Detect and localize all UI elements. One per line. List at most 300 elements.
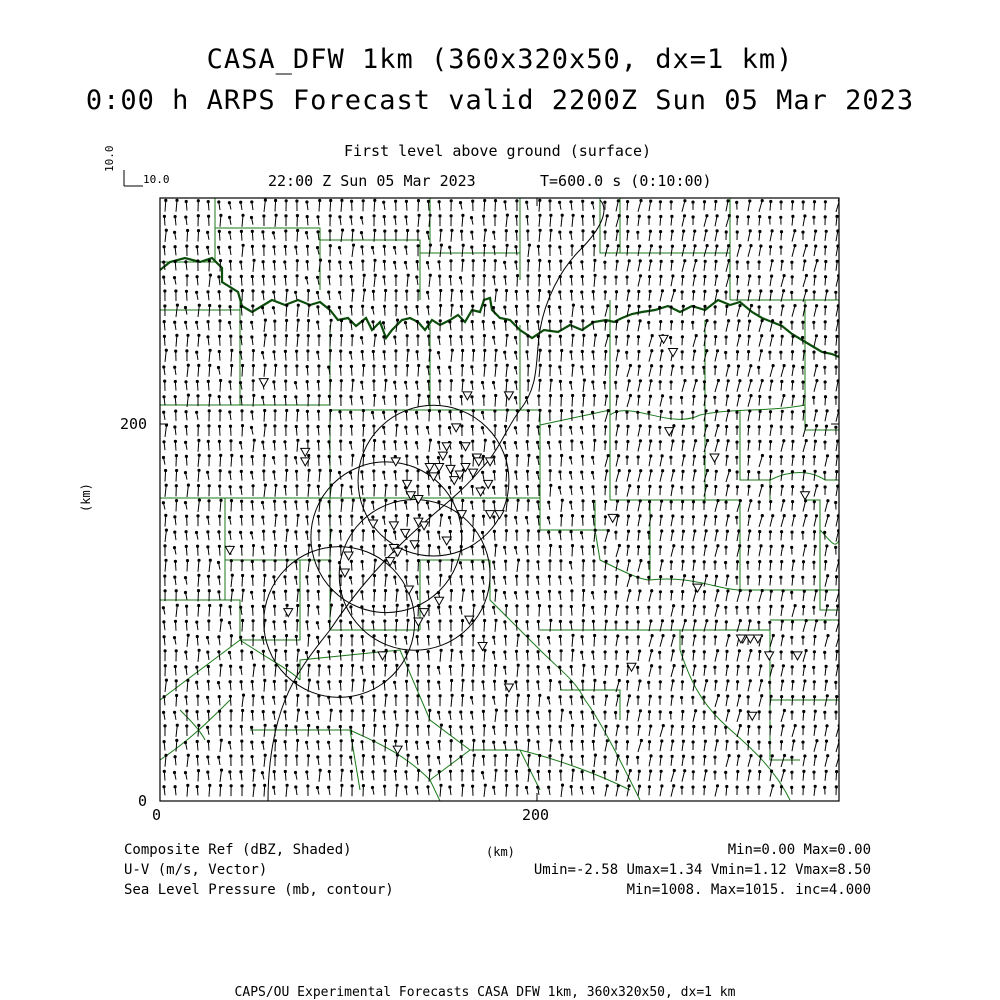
wind-vector-head (396, 724, 398, 726)
wind-vector-head (604, 591, 606, 593)
wind-vector-head (615, 531, 617, 533)
wind-vector-head (351, 335, 353, 337)
wind-vector-head (373, 590, 375, 592)
wind-vector-head (539, 289, 541, 291)
wind-vector-head (607, 410, 609, 412)
wind-vector-head (813, 531, 815, 533)
wind-vector-head (527, 710, 529, 712)
wind-vector-head (569, 457, 571, 459)
wind-vector-head (263, 215, 265, 217)
wind-vector-head (692, 576, 694, 578)
wind-vector (462, 380, 463, 391)
wind-vector-head (230, 755, 232, 757)
wind-vector (374, 591, 375, 602)
wind-vector-head (770, 726, 772, 728)
wind-vector-head (481, 576, 483, 578)
wind-vector-head (284, 395, 286, 397)
wind-vector-head (438, 740, 440, 742)
wind-vector-head (338, 306, 340, 308)
wind-vector-head (219, 410, 221, 412)
wind-vector (198, 305, 199, 317)
wind-vector (759, 381, 762, 392)
wind-vector-head (264, 364, 266, 366)
wind-vector-head (471, 231, 473, 233)
wind-vector-head (761, 200, 763, 202)
wind-vector-head (229, 606, 231, 608)
wind-vector-head (493, 516, 495, 518)
wind-vector-head (605, 695, 607, 697)
wind-vector-head (220, 214, 222, 216)
wind-vector-head (559, 276, 561, 278)
wind-vector-head (626, 621, 628, 623)
wind-vector-head (296, 350, 298, 352)
wind-vector (484, 230, 485, 242)
wind-vector-head (526, 351, 528, 353)
wind-vector-head (549, 245, 551, 247)
wind-vector-head (198, 499, 200, 501)
wind-vector-head (802, 561, 804, 563)
wind-vector-head (264, 754, 266, 756)
wind-vector (594, 725, 595, 737)
wind-vector-head (484, 199, 486, 201)
wind-vector-head (592, 321, 594, 323)
wind-vector-head (417, 545, 419, 547)
wind-vector-head (837, 440, 839, 442)
wind-vector-head (264, 319, 266, 321)
wind-vector-head (783, 709, 785, 711)
wind-vector-head (739, 305, 741, 307)
wind-vector-head (339, 725, 341, 727)
wind-vector-head (792, 215, 794, 217)
wind-vector-head (373, 740, 375, 742)
wind-vector-head (682, 605, 684, 607)
wind-vector-head (438, 366, 440, 368)
wind-vector-head (372, 501, 374, 503)
wind-vector (319, 201, 320, 212)
wind-vector-head (814, 545, 816, 547)
wind-vector-head (350, 365, 352, 367)
wind-vector-head (706, 320, 708, 322)
wind-vector-head (703, 711, 705, 713)
wind-vector-head (537, 576, 539, 578)
wind-vector-head (537, 770, 539, 772)
wind-vector (220, 455, 221, 466)
wind-vector (759, 681, 762, 692)
wind-vector-head (717, 379, 719, 381)
county-line (805, 405, 839, 430)
wind-vector-head (792, 501, 794, 503)
wind-vector-head (714, 756, 716, 758)
wind-vector-head (640, 200, 642, 202)
wind-vector-head (250, 426, 252, 428)
wind-vector (715, 426, 718, 437)
wind-vector-head (616, 605, 618, 607)
wind-vector-head (450, 215, 452, 217)
wind-vector-head (349, 577, 351, 579)
wind-vector (231, 366, 232, 377)
wind-vector-head (505, 290, 507, 292)
wind-vector-head (615, 591, 617, 593)
wind-vector-head (286, 469, 288, 471)
wind-vector-head (629, 485, 631, 487)
wind-vector-head (163, 366, 165, 368)
wind-vector-head (240, 470, 242, 472)
wind-vector (715, 381, 718, 392)
wind-vector-head (660, 410, 662, 412)
wind-vector-head (650, 245, 652, 247)
wind-vector-head (637, 606, 639, 608)
wind-vector (781, 501, 784, 512)
wind-vector-head (537, 545, 539, 547)
wind-vector (781, 666, 783, 677)
wind-vector-head (539, 409, 541, 411)
wind-vector-head (628, 380, 630, 382)
wind-vector-head (207, 680, 209, 682)
wind-vector-head (318, 665, 320, 667)
wind-vector-head (582, 560, 584, 562)
wind-vector-head (617, 200, 619, 202)
wind-vector-head (592, 515, 594, 517)
wind-vector-head (208, 590, 210, 592)
wind-vector-head (207, 321, 209, 323)
wind-vector-head (616, 411, 618, 413)
wind-vector-head (638, 350, 640, 352)
wind-vector-head (684, 620, 686, 622)
wind-vector (605, 306, 608, 317)
wind-vector-head (673, 425, 675, 427)
wind-vector-head (372, 290, 374, 292)
wind-vector-head (352, 289, 354, 291)
wind-vector-head (416, 456, 418, 458)
wind-vector-head (284, 261, 286, 263)
wind-vector (594, 530, 595, 542)
wind-vector-head (317, 426, 319, 428)
wind-vector-head (659, 546, 661, 548)
wind-vector-head (395, 365, 397, 367)
wind-vector-head (341, 199, 343, 201)
wind-vector-head (219, 305, 221, 307)
wind-vector-head (185, 290, 187, 292)
wind-vector-head (628, 785, 630, 787)
wind-vector (649, 666, 652, 677)
wind-vector-head (218, 696, 220, 698)
wind-vector-head (659, 681, 661, 683)
wind-vector-head (242, 709, 244, 711)
wind-vector-head (395, 410, 397, 412)
wind-vector-head (165, 349, 167, 351)
wind-vector-head (537, 591, 539, 593)
wind-vector-head (648, 321, 650, 323)
wind-vector-head (351, 650, 353, 652)
wind-vector-head (264, 679, 266, 681)
wind-vector (693, 336, 696, 347)
wind-vector-head (639, 650, 641, 652)
wind-vector-head (792, 335, 794, 337)
county-line (160, 498, 225, 600)
wind-vector (539, 230, 540, 241)
wind-vector-head (318, 560, 320, 562)
wind-vector-head (417, 665, 419, 667)
wind-vector-head (428, 335, 430, 337)
wind-vector-head (825, 276, 827, 278)
wind-vector-head (439, 620, 441, 622)
wind-vector-head (209, 304, 211, 306)
wind-vector-head (339, 291, 341, 293)
wind-vector-head (527, 410, 529, 412)
wind-vector (374, 275, 375, 287)
wind-vector (814, 516, 817, 527)
wind-vector-head (195, 531, 197, 533)
wind-vector (704, 576, 707, 587)
wind-vector-head (264, 784, 266, 786)
wind-vector (165, 350, 166, 362)
wind-vector (209, 275, 210, 287)
wind-vector-head (275, 514, 277, 516)
wind-vector-head (539, 754, 541, 756)
wind-vector (616, 201, 618, 212)
wind-vector-head (176, 334, 178, 336)
wind-vector (682, 576, 685, 587)
wind-vector-head (638, 785, 640, 787)
wind-vector-head (459, 202, 461, 204)
wind-vector-head (814, 275, 816, 277)
wind-vector-head (769, 741, 771, 743)
wind-vector-head (592, 545, 594, 547)
wind-vector-head (273, 635, 275, 637)
wind-vector (363, 426, 364, 437)
wind-vector-head (439, 425, 441, 427)
wind-vector-head (813, 681, 815, 683)
wind-vector (374, 441, 375, 452)
wind-vector-head (604, 576, 606, 578)
wind-vector-head (473, 754, 475, 756)
wind-vector-head (383, 471, 385, 473)
wind-vector-head (339, 650, 341, 652)
wind-vector-head (174, 216, 176, 218)
wind-vector (495, 770, 496, 781)
wind-vector (297, 741, 298, 752)
wind-vector-head (417, 725, 419, 727)
wind-vector-head (384, 545, 386, 547)
wind-vector-head (296, 260, 298, 262)
wind-vector-head (781, 620, 783, 622)
wind-vector (286, 411, 287, 422)
wind-vector-head (251, 681, 253, 683)
wind-vector-head (504, 351, 506, 353)
wind-vector-head (241, 755, 243, 757)
wind-vector-head (317, 651, 319, 653)
wind-vector-head (186, 350, 188, 352)
wind-vector (682, 246, 685, 257)
wind-vector-head (220, 379, 222, 381)
wind-vector-head (748, 440, 750, 442)
wind-vector-head (549, 560, 551, 562)
wind-vector (264, 725, 265, 736)
wind-vector-head (185, 200, 187, 202)
wind-vector-head (239, 382, 241, 384)
wind-vector-head (229, 425, 231, 427)
wind-vector-head (747, 741, 749, 743)
wind-vector-head (604, 441, 606, 443)
county-line (805, 500, 839, 610)
wind-vector-head (604, 261, 606, 263)
wind-vector-head (308, 484, 310, 486)
wind-vector-head (515, 516, 517, 518)
wind-vector-head (240, 261, 242, 263)
wind-vector-head (220, 454, 222, 456)
wind-vector-head (703, 501, 705, 503)
wind-vector-head (650, 380, 652, 382)
wind-vector-head (761, 320, 763, 322)
wind-vector-head (230, 500, 232, 502)
wind-vector (737, 336, 740, 347)
wind-vector (715, 441, 718, 452)
wind-vector-head (185, 696, 187, 698)
wind-vector-head (471, 726, 473, 728)
wind-vector (187, 755, 188, 767)
wind-vector-head (826, 725, 828, 727)
wind-vector-head (570, 756, 572, 758)
wind-vector (209, 560, 210, 572)
wind-vector-head (629, 574, 631, 576)
wind-vector-head (750, 500, 752, 502)
wind-vector (495, 590, 496, 601)
wind-vector-head (449, 366, 451, 368)
wind-vector-head (749, 410, 751, 412)
wind-vector-head (427, 531, 429, 533)
wind-vector-head (761, 454, 763, 456)
wind-vector-head (273, 276, 275, 278)
wind-vector-head (286, 304, 288, 306)
wind-vector-head (792, 440, 794, 442)
wind-vector-head (816, 485, 818, 487)
wind-vector-head (681, 291, 683, 293)
wind-vector-head (504, 425, 506, 427)
wind-vector-head (670, 411, 672, 413)
wind-vector-head (604, 651, 606, 653)
wind-vector-head (338, 471, 340, 473)
wind-vector-head (738, 755, 740, 757)
wind-vector-head (252, 545, 254, 547)
county-line (320, 240, 420, 300)
wind-vector-head (605, 350, 607, 352)
wind-vector-head (673, 769, 675, 771)
wind-vector (407, 755, 408, 767)
wind-vector-head (728, 710, 730, 712)
wind-vector-head (651, 350, 653, 352)
wind-vector-head (207, 336, 209, 338)
wind-vector-head (252, 305, 254, 307)
wind-vector-head (197, 260, 199, 262)
wind-vector-head (582, 320, 584, 322)
wind-vector-head (285, 755, 287, 757)
wind-vector (176, 501, 177, 512)
wind-vector (605, 741, 607, 752)
wind-vector-head (516, 530, 518, 532)
wind-vector-head (427, 456, 429, 458)
wind-vector-head (682, 530, 684, 532)
wind-vector (209, 606, 210, 617)
wind-vector-head (682, 501, 684, 503)
wind-vector (451, 560, 452, 572)
wind-vector-head (514, 442, 516, 444)
wind-vector-head (549, 410, 551, 412)
wind-vector-head (672, 485, 674, 487)
wind-vector-head (373, 470, 375, 472)
wind-vector-head (286, 604, 288, 606)
wind-vector-head (769, 306, 771, 308)
wind-vector-head (725, 501, 727, 503)
wind-vector-head (824, 366, 826, 368)
wind-vector-head (714, 366, 716, 368)
wind-vector (275, 215, 276, 227)
wind-vector-head (340, 620, 342, 622)
wind-vector-head (250, 216, 252, 218)
wind-vector-head (471, 396, 473, 398)
wind-vector-head (550, 379, 552, 381)
wind-vector-head (218, 531, 220, 533)
wind-vector-head (417, 230, 419, 232)
wind-vector-head (483, 725, 485, 727)
wind-vector-head (571, 590, 573, 592)
wind-vector-head (758, 726, 760, 728)
wind-vector (561, 516, 562, 527)
wind-vector-head (681, 636, 683, 638)
wind-vector-head (813, 606, 815, 608)
wind-vector (440, 291, 441, 302)
wind-vector-head (285, 650, 287, 652)
wind-vector-head (275, 199, 277, 201)
wind-vector-head (471, 561, 473, 563)
wind-vector-head (826, 695, 828, 697)
wind-vector-head (725, 546, 727, 548)
wind-vector (572, 305, 573, 317)
wind-vector-head (394, 395, 396, 397)
wind-vector (594, 260, 595, 271)
wind-vector-head (759, 650, 761, 652)
wind-vector-head (826, 455, 828, 457)
wind-vector (781, 276, 784, 287)
wind-vector-head (404, 322, 406, 324)
wind-vector-head (736, 456, 738, 458)
wind-vector-head (228, 622, 230, 624)
wind-vector-head (748, 335, 750, 337)
wind-vector-head (592, 291, 594, 293)
wind-vector-head (539, 259, 541, 261)
wind-vector-head (220, 664, 222, 666)
wind-vector-head (516, 710, 518, 712)
wind-vector-head (527, 500, 529, 502)
wind-vector-head (592, 486, 594, 488)
wind-vector-head (273, 711, 275, 713)
wind-vector (495, 666, 496, 677)
wind-vector (275, 515, 276, 526)
wind-vector-head (483, 395, 485, 397)
wind-vector-head (782, 545, 784, 547)
wind-vector-head (362, 575, 364, 577)
wind-vector-head (306, 261, 308, 263)
wind-vector-head (372, 350, 374, 352)
wind-vector-head (405, 200, 407, 202)
wind-vector-head (427, 306, 429, 308)
wind-vector (803, 246, 806, 257)
wind-vector-head (361, 636, 363, 638)
wind-vector-head (561, 454, 563, 456)
wind-vector-head (804, 755, 806, 757)
wind-vector-head (306, 771, 308, 773)
wind-vector-head (683, 230, 685, 232)
wind-vector-head (471, 576, 473, 578)
